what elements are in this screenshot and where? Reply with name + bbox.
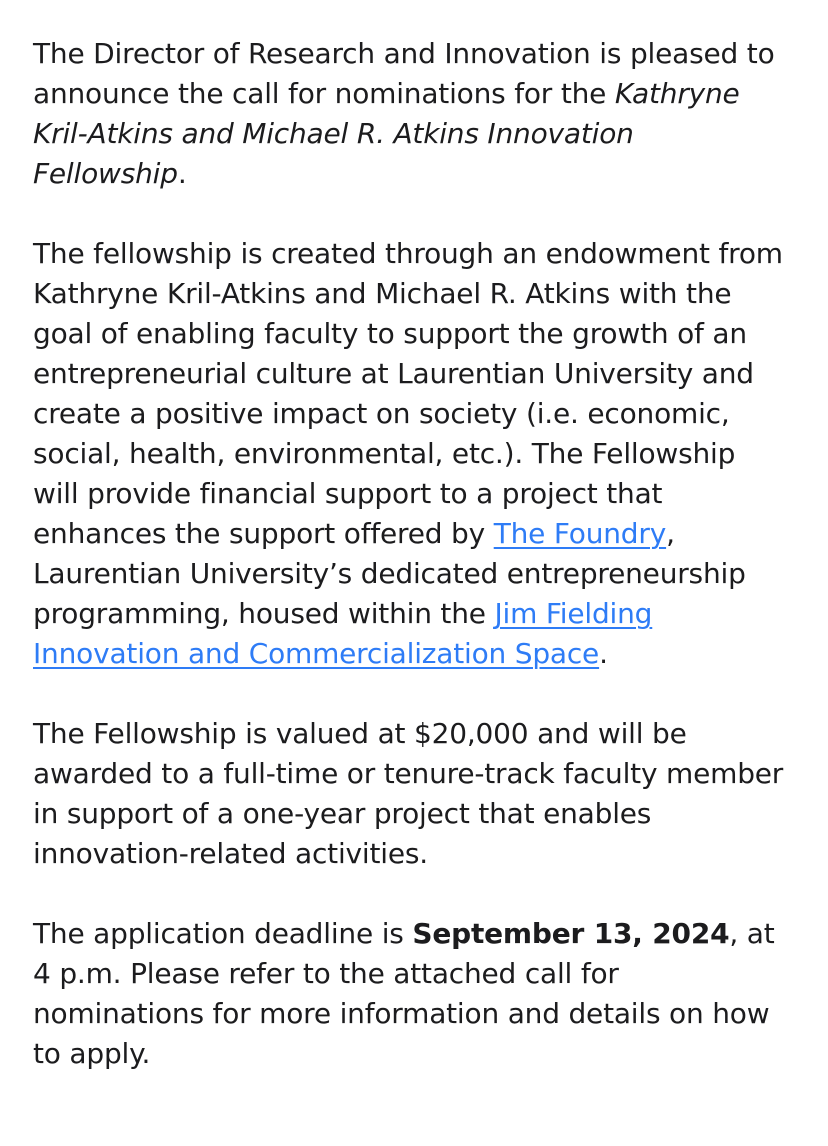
intro-paragraph: [33, 34, 788, 194]
deadline-paragraph: [33, 914, 788, 1074]
value-text: The Fellowship is valued at $20,000 and will be awarded to a full-time or tenure-track faculty member in support of a one-year project that enables innovation-related activities.: [33, 717, 784, 870]
innovation-space-link[interactable]: Jim Fielding Innovation and Commercialization Space: [33, 597, 653, 670]
the-foundry-link[interactable]: The Foundry: [493, 517, 667, 550]
description-text-end: .: [599, 637, 608, 670]
value-paragraph: [33, 714, 788, 874]
intro-text: The Director of Research and Innovation is pleased to announce the call for nominations for the: [33, 37, 775, 110]
description-text: The fellowship is created through an endowment from Kathryne Kril-Atkins and Michael R. Atkins with the goal of enabling faculty to support the growth of an entrepreneurial culture at Laurentian University and create a positive impact on society (i.e. economic, social, health, environmental, etc.). The Fellowship will provide financial support to a project that enhances the support offered by: [33, 237, 783, 550]
description-text-middle: , Laurentian University’s dedicated entrepreneurship programming, housed within the: [33, 517, 746, 630]
intro-text-end: .: [177, 157, 187, 190]
deadline-text: The application deadline is: [33, 917, 413, 950]
deadline-date: September 13, 2024: [412, 917, 730, 950]
deadline-text-end: , at 4 p.m. Please refer to the attached call for nominations for more information and details on how to apply.: [33, 917, 775, 1070]
fellowship-name: Kathryne Kril-Atkins and Michael R. Atkins Innovation Fellowship: [33, 77, 740, 190]
description-paragraph: [33, 234, 788, 674]
